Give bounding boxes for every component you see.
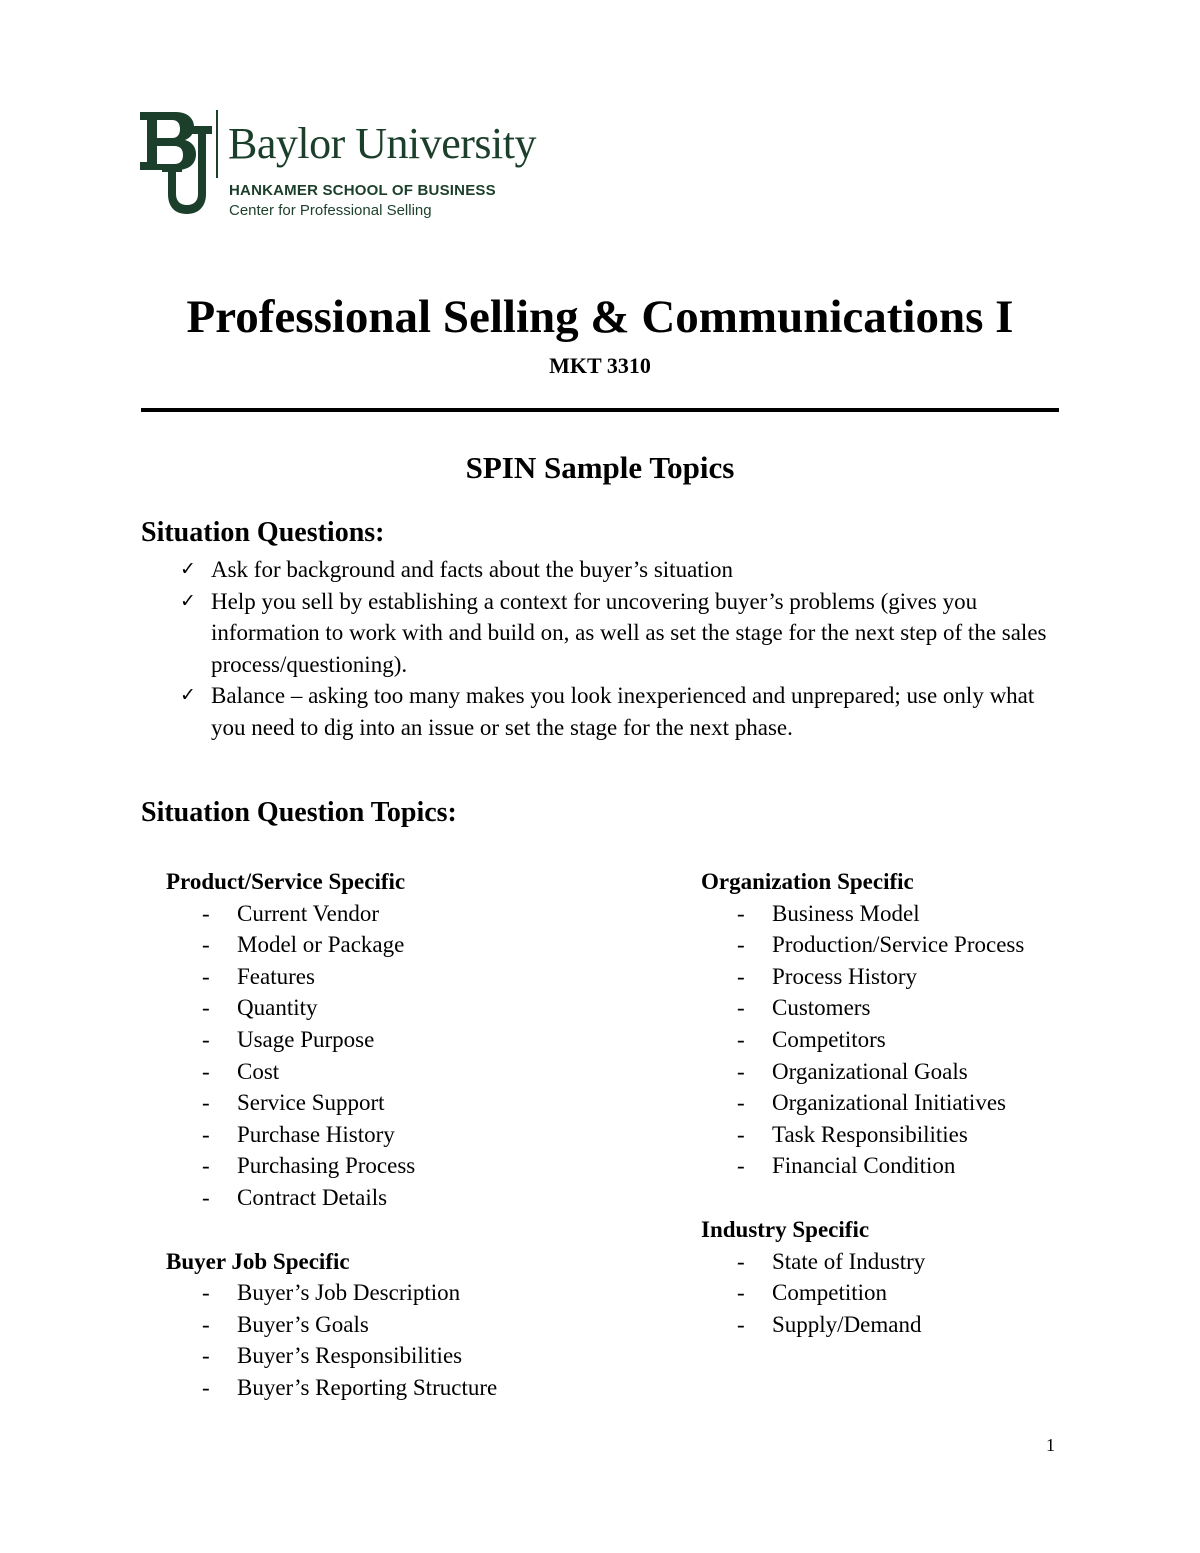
list-item: - Cost [202,1058,280,1084]
list-item: ✓ Balance – asking too many makes you look inexperienced and unprepared; use only what you need to dig into an issue or set the stage for the next phase. [180,680,1060,743]
list-item: - Financial Condition [737,1153,956,1179]
list-item: - Buyer’s Responsibilities [202,1343,463,1369]
list-item: - Contract Details [202,1184,388,1210]
list-item: - Process History [737,963,918,989]
list-item: - Competition [737,1280,887,1306]
list-item: - Buyer’s Goals [202,1311,369,1337]
center-name: Center for Professional Selling [229,202,432,219]
list-item: ✓ Help you sell by establishing a context for uncovering buyer’s problems (gives you information to work with and build on, as well as set the stage for the next step of the sales process/questioning). [180,586,1060,681]
list-item: - Organizational Goals [737,1058,968,1084]
horizontal-rule [141,408,1059,412]
group-heading: Organization Specific [701,869,914,894]
checkmark-icon: ✓ [180,558,196,580]
list-item: - Purchase History [202,1121,395,1147]
topics-right-column [701,866,1061,1372]
group-heading: Buyer Job Specific [166,1248,350,1274]
page-number: 1 [1046,1435,1055,1455]
topic-list [701,898,1061,1182]
list-item: - Buyer’s Job Description [202,1280,461,1306]
list-item: - Purchasing Process [202,1153,416,1179]
course-code: MKT 3310 [549,353,651,378]
document-title: Professional Selling & Communications I [186,291,1014,343]
topics-heading: Situation Question Topics: [141,797,457,828]
topic-list [166,898,626,1214]
topic-list [166,1277,626,1403]
section-title: SPIN Sample Topics [465,450,735,485]
situation-questions-list [180,554,1060,744]
school-name: HANKAMER SCHOOL OF BUSINESS [229,182,496,199]
group-heading: Product/Service Specific [166,869,406,894]
list-item: - Production/Service Process [737,932,1025,958]
list-item: - Business Model [737,900,920,926]
list-item: - Quantity [202,995,318,1021]
topics-left-column [166,866,626,1436]
list-item: - Service Support [202,1090,385,1116]
list-item: ✓ Ask for background and facts about the buyer’s situation [180,554,1060,586]
bu-monogram-icon [140,112,212,214]
list-item: - Usage Purpose [202,1026,375,1052]
list-item: - State of Industry [737,1248,926,1274]
group-heading: Industry Specific [701,1216,870,1242]
checkmark-icon: ✓ [180,684,196,707]
topic-list [701,1246,1061,1341]
list-item: - Features [202,963,315,989]
university-name: Baylor University [228,119,537,168]
checkmark-icon: ✓ [180,589,196,612]
list-item: - Competitors [737,1026,886,1052]
list-item: - Supply/Demand [737,1311,922,1337]
list-item: - Model or Package [202,932,405,958]
list-item: - Current Vendor [202,900,380,926]
list-item: - Customers [737,995,871,1021]
list-item: - Buyer’s Reporting Structure [202,1374,498,1400]
list-item: - Task Responsibilities [737,1121,968,1147]
logo-divider [216,110,218,178]
situation-questions-heading: Situation Questions: [141,517,385,548]
list-item: - Organizational Initiatives [737,1090,1006,1116]
